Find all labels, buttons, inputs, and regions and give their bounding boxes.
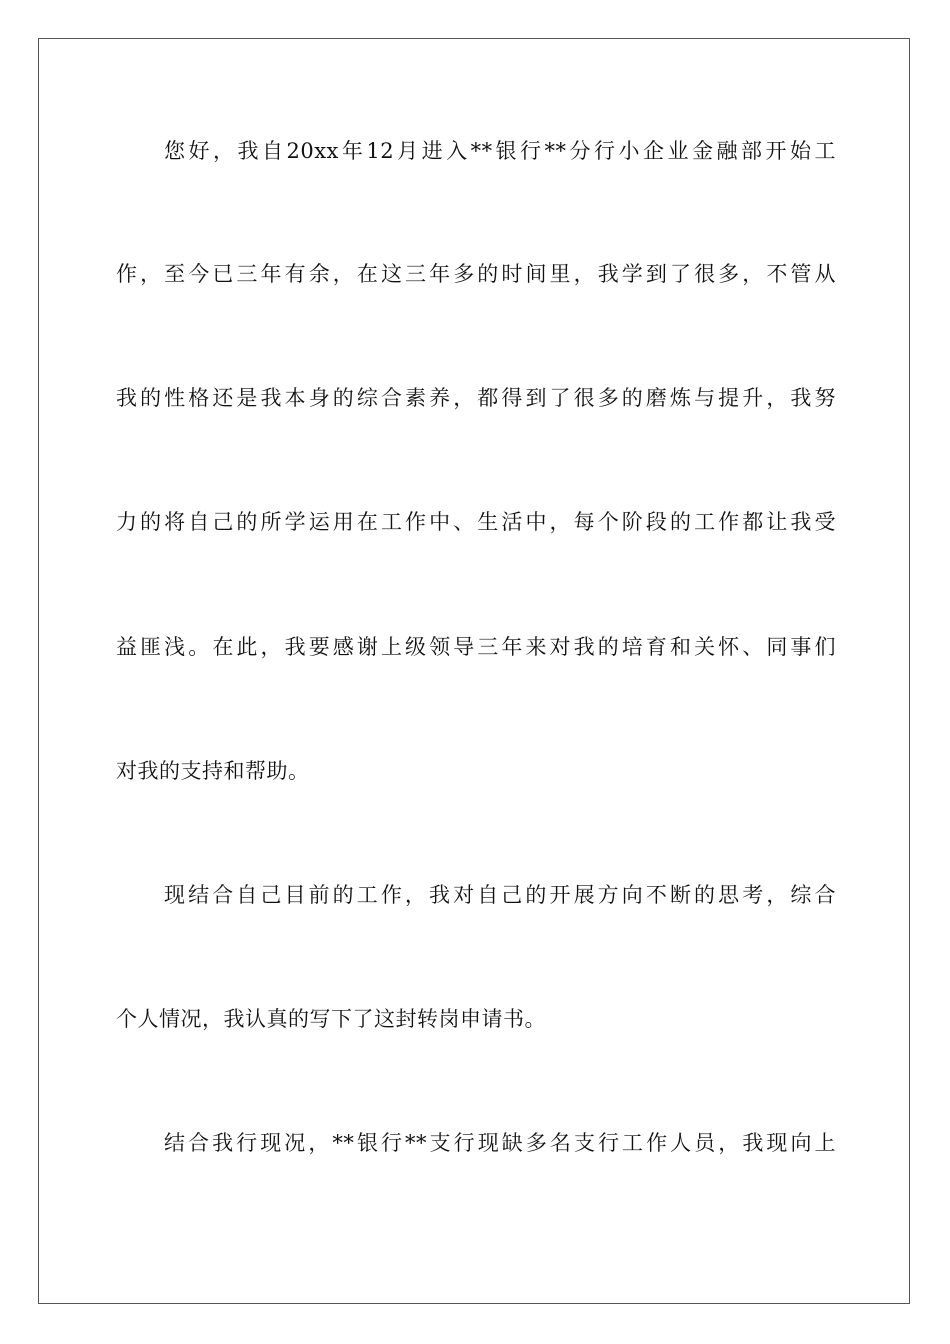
paragraph-1-line-5: 益匪浅。在此，我要感谢上级领导三年来对我的培育和关怀、同事们: [116, 635, 836, 659]
paragraph-2-line-1: 现结合自己目前的工作，我对自己的开展方向不断的思考，综合: [164, 883, 836, 907]
paragraph-1-line-2: 作，至今已三年有余，在这三年多的时间里，我学到了很多，不管从: [116, 262, 836, 286]
paragraph-1-line-1: 您好，我自20xx年12月进入**银行**分行小企业金融部开始工: [164, 139, 836, 163]
paragraph-2-line-2: 个人情况，我认真的写下了这封转岗申请书。: [116, 1007, 546, 1031]
paragraph-1-line-4: 力的将自己的所学运用在工作中、生活中，每个阶段的工作都让我受: [116, 510, 836, 534]
paragraph-1-line-6: 对我的支持和帮助。: [116, 759, 310, 783]
page-border: [38, 38, 910, 1304]
paragraph-3-line-1: 结合我行现况，**银行**支行现缺多名支行工作人员，我现向上: [164, 1131, 836, 1155]
paragraph-1-line-3: 我的性格还是我本身的综合素养，都得到了很多的磨炼与提升，我努: [116, 386, 836, 410]
